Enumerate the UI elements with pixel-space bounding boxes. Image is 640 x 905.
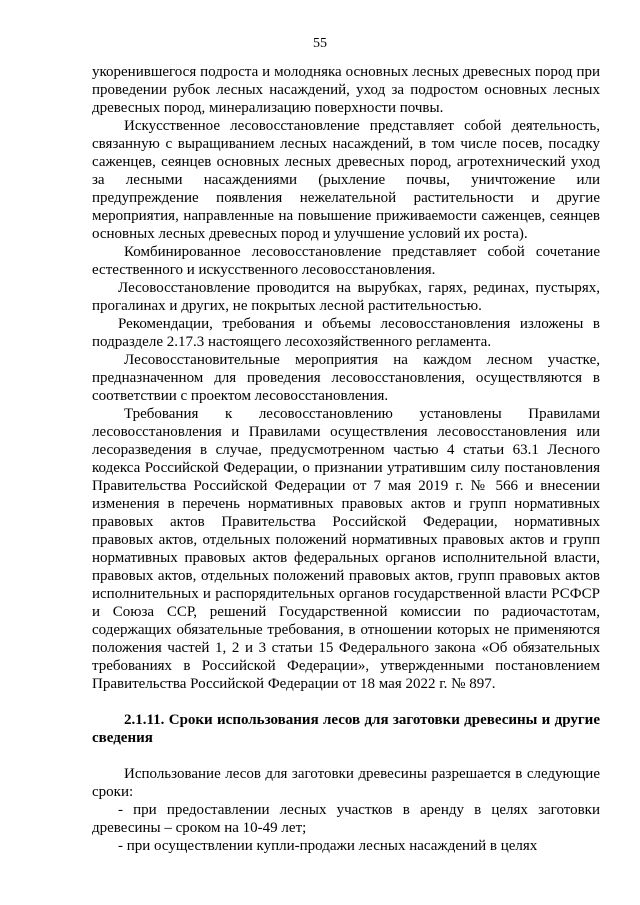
paragraph: Искусственное лесовосстановление представляет собой деятельность, связанную с выращиванием лесных насаждений, в том числе посев, посадку саженцев, сеянцев основных лесных древесных пород, агротехнический уход за лесными насаждениями (рыхление почвы, уничтожение или предупреждение появления нежелательной растительности и другие мероприятия, направленные на повышение приживаемости саженцев, сеянцев основных лесных древесных пород и улучшение условий их роста).: [92, 118, 600, 242]
paragraph: Комбинированное лесовосстановление представляет собой сочетание естественного и искусственного лесовосстановления.: [92, 244, 600, 278]
section-heading: 2.1.11. Сроки использования лесов для заготовки древесины и другие сведения: [92, 712, 600, 746]
paragraph: Лесовосстановительные мероприятия на каждом лесном участке, предназначенном для проведения лесовосстановления, осуществляются в соответствии с проектом лесовосстановления.: [92, 352, 600, 404]
paragraph: Требования к лесовосстановлению установлены Правилами лесовосстановления и Правилами осуществления лесовосстановления или лесоразведения в случае, предусмотренном частью 4 статьи 63.1 Лесного кодекса Российской Федерации, о признании утратившим силу постановления Правительства Российской Федерации от 7 мая 2019 г. № 566 и внесении изменения в перечень нормативных правовых актов и групп нормативных правовых актов Правительства Российской Федерации, нормативных правовых актов, отдельных положений нормативных правовых актов и групп нормативных правовых актов федеральных органов исполнительной власти, правовых актов, отдельных положений правовых актов, групп правовых актов исполнительных и распорядительных органов государственной власти РСФСР и Союза ССР, решений Государственной комиссии по радиочастотам, содержащих обязательные требования, в отношении которых не применяются положения частей 1, 2 и 3 статьи 15 Федерального закона «Об обязательных требованиях в Российской Федерации», утвержденными постановлением Правительства Российской Федерации от 18 мая 2022 г. № 897.: [92, 406, 600, 692]
paragraph: укоренившегося подроста и молодняка основных лесных древесных пород при проведении рубок лесных насаждений, уход за подростом основных лесных древесных пород, минерализацию поверхности почвы.: [92, 64, 600, 116]
paragraph: Рекомендации, требования и объемы лесовосстановления изложены в подразделе 2.17.3 настоящего лесохозяйственного регламента.: [92, 316, 600, 350]
paragraph: Использование лесов для заготовки древесины разрешается в следующие сроки:: [92, 766, 600, 800]
page-body: [92, 63, 600, 855]
list-item: - при осуществлении купли-продажи лесных насаждений в целях: [118, 838, 538, 854]
list-item: - при предоставлении лесных участков в аренду в целях заготовки древесины – сроком на 10-49 лет;: [92, 802, 600, 836]
page-number: 55: [313, 36, 327, 51]
paragraph: Лесовосстановление проводится на вырубках, гарях, рединах, пустырях, прогалинах и других, не покрытых лесной растительностью.: [92, 280, 600, 314]
